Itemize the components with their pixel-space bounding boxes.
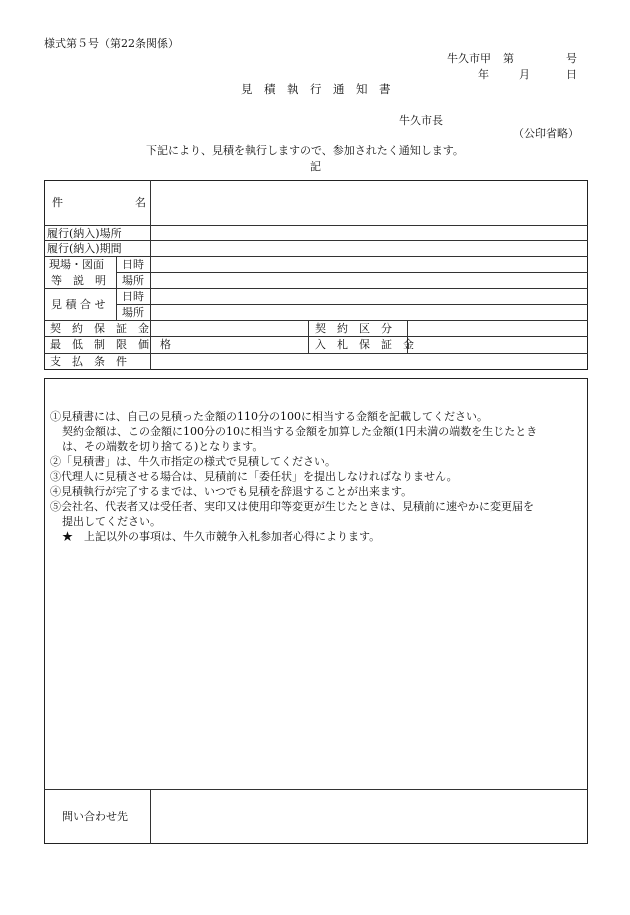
issuer-city: 牛久市甲 — [447, 52, 491, 65]
issuer-go: 号 — [566, 52, 577, 65]
seal-note: （公印省略） — [513, 127, 579, 140]
form-id: 様式第５号（第22条関係） — [44, 37, 179, 50]
label-mitsumori-awase: 見 積 合 せ — [51, 298, 106, 311]
note-line: ★ 上記以外の事項は、牛久市競争入札参加者心得によります。 — [62, 530, 381, 543]
label-tou-setsumei: 等 説 明 — [51, 274, 106, 287]
date-day: 日 — [566, 68, 577, 81]
label-keiyaku-hoshoukin: 契 約 保 証 金 — [50, 322, 149, 335]
label-rikou-basho: 履行(納入)場所 — [47, 227, 122, 240]
note-line: ⑤会社名、代表者又は受任者、実印又は使用印等変更が生じたときは、見積前に速やかに変更届を — [50, 500, 534, 513]
label-nichiji-1: 日時 — [122, 258, 144, 271]
label-shiharai-jouken: 支 払 条 件 — [50, 355, 127, 368]
label-kenmei-b: 名 — [135, 196, 146, 209]
label-genba-zumen: 現場・図面 — [49, 258, 104, 271]
note-line: ②「見積書」は、牛久市指定の様式で見積してください。 — [50, 455, 336, 468]
note-line: ④見積執行が完了するまでは、いつでも見積を辞退することが出来ます。 — [50, 485, 413, 498]
note-line: は、その端数を切り捨てる)となります。 — [62, 440, 264, 453]
label-basho-1: 場所 — [122, 274, 144, 287]
note-line: ③代理人に見積させる場合は、見積前に「委任状」を提出しなければなりません。 — [50, 470, 458, 483]
note-line: 契約金額は、この金額に100分の10に相当する金額を加算した金額(1円未満の端数を生じたとき — [62, 425, 538, 438]
label-nichiji-2: 日時 — [122, 290, 144, 303]
note-line: 提出してください。 — [62, 515, 161, 528]
label-kenmei-a: 件 — [52, 196, 63, 209]
date-month: 月 — [519, 68, 530, 81]
page-title: 見 積 執 行 通 知 書 — [241, 82, 391, 96]
contact-label: 問い合わせ先 — [62, 810, 128, 823]
notes-list — [50, 409, 586, 544]
label-rikou-kikan: 履行(納入)期間 — [47, 242, 122, 255]
issuer-dai: 第 — [503, 52, 514, 65]
ki-label: 記 — [310, 160, 321, 173]
label-basho-2: 場所 — [122, 306, 144, 319]
label-saitei-seigen: 最 低 制 限 価 格 — [50, 338, 171, 351]
label-keiyaku-kubun: 契 約 区 分 — [315, 322, 392, 335]
intro-text: 下記により、見積を執行しますので、参加されたく通知します。 — [146, 144, 464, 157]
note-line: ①見積書には、自己の見積った金額の110分の100に相当する金額を記載してください。 — [50, 410, 488, 423]
sender: 牛久市長 — [399, 114, 443, 127]
label-nyusatsu-hoshoukin: 入 札 保 証 金 — [315, 338, 414, 351]
date-year: 年 — [478, 68, 489, 81]
